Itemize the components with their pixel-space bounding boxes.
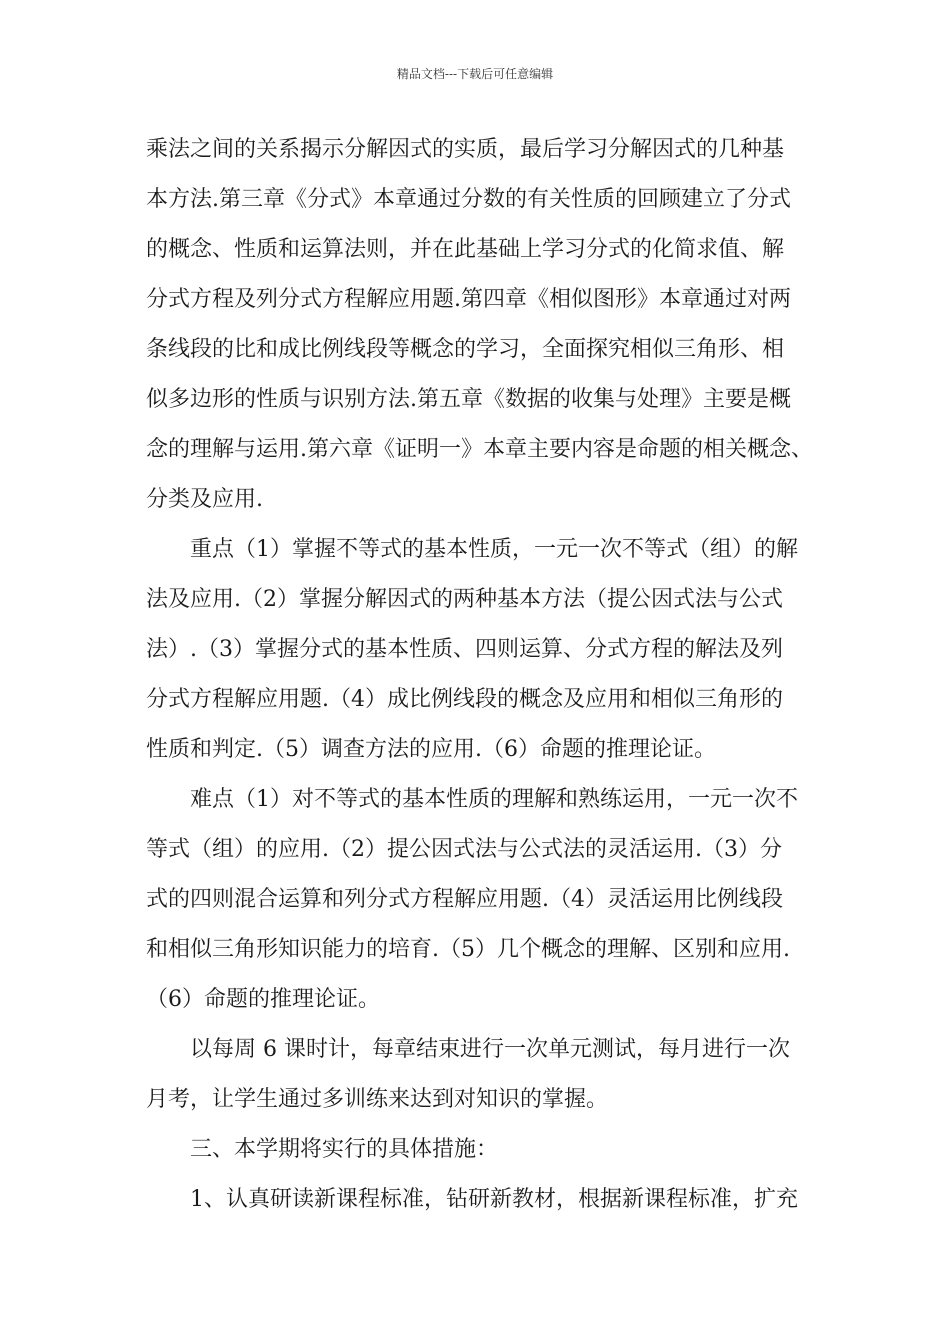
text-line-17: 和相似三角形知识能力的培育.（5）几个概念的理解、区别和应用. xyxy=(146,937,790,962)
text-line-1: 乘法之间的关系揭示分解因式的实质，最后学习分解因式的几种基 xyxy=(146,137,785,162)
text-line-5: 条线段的比和成比例线段等概念的学习，全面探究相似三角形、相 xyxy=(146,337,785,362)
text-line-10: 法及应用.（2）掌握分解因式的两种基本方法（提公因式法与公式 xyxy=(146,587,783,612)
text-line-21: 三、本学期将实行的具体措施： xyxy=(190,1137,499,1162)
text-line-8: 分类及应用. xyxy=(146,487,263,512)
text-line-3: 的概念、性质和运算法则，并在此基础上学习分式的化简求值、解 xyxy=(146,237,785,262)
page-header: 精品文档---下载后可任意编辑 xyxy=(396,67,554,81)
text-line-2: 本方法.第三章《分式》本章通过分数的有关性质的回顾建立了分式 xyxy=(146,187,791,212)
text-line-16: 式的四则混合运算和列分式方程解应用题.（4）灵活运用比例线段 xyxy=(146,887,783,912)
text-line-19: 以每周 6 课时计，每章结束进行一次单元测试，每月进行一次 xyxy=(190,1037,790,1062)
text-line-9: 重点（1）掌握不等式的基本性质，一元一次不等式（组）的解 xyxy=(190,537,798,562)
text-line-11: 法）.（3）掌握分式的基本性质、四则运算、分式方程的解法及列 xyxy=(146,637,783,662)
text-line-12: 分式方程解应用题.（4）成比例线段的概念及应用和相似三角形的 xyxy=(146,687,783,712)
text-line-13: 性质和判定.（5）调查方法的应用.（6）命题的推理论证。 xyxy=(146,737,716,762)
text-line-15: 等式（组）的应用.（2）提公因式法与公式法的灵活运用.（3）分 xyxy=(146,837,782,862)
text-line-4: 分式方程及列分式方程解应用题.第四章《相似图形》本章通过对两 xyxy=(146,287,791,312)
text-line-18: （6）命题的推理论证。 xyxy=(146,987,380,1012)
text-line-22: 1、认真研读新课程标准，钻研新教材，根据新课程标准，扩充 xyxy=(190,1187,798,1212)
text-line-6: 似多边形的性质与识别方法.第五章《数据的收集与处理》主要是概 xyxy=(146,387,791,412)
text-line-20: 月考，让学生通过多训练来达到对知识的掌握。 xyxy=(146,1087,609,1112)
text-line-7: 念的理解与运用.第六章《证明一》本章主要内容是命题的相关概念、 xyxy=(146,437,813,462)
text-line-14: 难点（1）对不等式的基本性质的理解和熟练运用，一元一次不 xyxy=(190,787,798,812)
